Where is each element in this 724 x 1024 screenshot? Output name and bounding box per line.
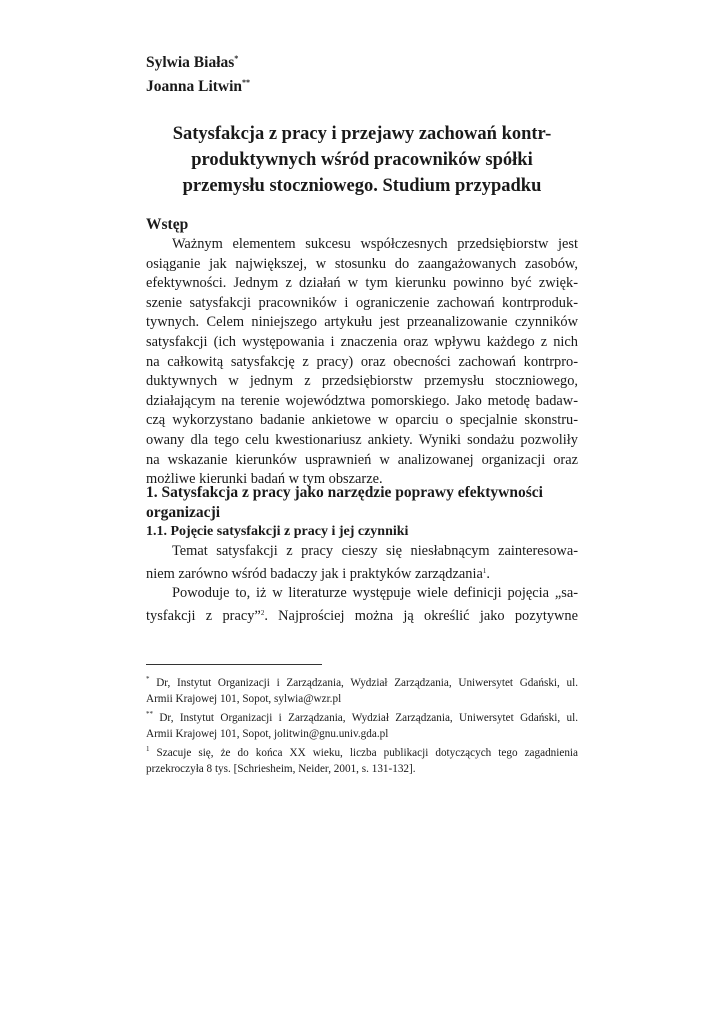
footnote-ref-2[interactable]: 2	[260, 608, 265, 617]
intro-paragraph: Ważnym elementem sukcesu współczesnych przedsiębiorstw jest osiąganie jak największej, w stosunku do zaangażowanych zasobów, efektywności. Jednym z działań w tym kierunku powinno być zwięk- szenie satysfakcji pracowników i ograniczenie zachowań kontrproduk- tywnych. Celem niniejszego artykułu jest przeanalizowanie czynników satysfakcji (ich występowania i znaczenia oraz wpływu każdego z nich na całkowitą satysfakcję z pracy) oraz obecności zachowań kontrpro- duktywnych w jednym z przedsiębiorstw przemysłu stoczniowego, działającym na terenie województwa pomorskiego. Jako metodę badaw- czą wykorzystano badanie ankietowe w oparciu o specjalnie skonstru- owany dla tego celu kwestionariusz ankiety. Wyniki sondażu pozwoliły na wskazanie kierunków usprawnień w analizowanej organizacji oraz możliwe kierunki badań w tym obszarze.	[146, 236, 578, 488]
footnote-ref-1[interactable]: 1	[482, 566, 487, 575]
paper-title: Satysfakcja z pracy i przejawy zachowań kontr- produktywnych wśród pracowników spółki przemysłu stoczniowego. Studium przypadku	[172, 124, 552, 196]
section-1-body: Temat satysfakcji z pracy cieszy się niesłabnącym zainteresowa- niem zarówno wśród badaczy jak i praktyków zarządzania$^1$. Powoduje to, iż w literaturze występuje wiele definicji pojęcia „sa- tysfakcji z pracy”$^2$. Najprościej można ją określić jako pozytywne	[146, 543, 579, 624]
author-2: Joanna Litwin**	[146, 78, 251, 95]
footnote-author-2: ** Dr, Instytut Organizacji i Zarządzania, Wydział Zarządzania, Uniwersytet Gdański, ul. Armii Krajowej 101, Sopot, jolitwin@gnu.univ.gda.pl	[146, 710, 578, 740]
subsection-1-1-heading: 1.1. Pojęcie satysfakcji z pracy i jej czynniki	[146, 524, 409, 539]
author-1: Sylwia Białas*	[146, 54, 239, 71]
footnotes	[146, 672, 578, 778]
author-2-footnote-mark[interactable]: **	[242, 78, 251, 87]
author-1-footnote-mark[interactable]: *	[234, 54, 239, 63]
section-1-heading: 1. Satysfakcja z pracy jako narzędzie poprawy efektywności organizacji	[146, 484, 543, 521]
intro-heading: Wstęp	[146, 216, 189, 233]
footnote-separator	[146, 664, 322, 665]
footnote-1: $^1$ Szacuje się, że do końca XX wieku, liczba publikacji dotyczących tego zagadnienia przekroczyła 8 tys. [Schriesheim, Neider, 2001, s. 131-132].	[146, 745, 579, 775]
footnote-author-1: * Dr, Instytut Organizacji i Zarządzania, Wydział Zarządzania, Uniwersytet Gdański, ul. Armii Krajowej 101, Sopot, sylwia@wzr.pl	[146, 675, 579, 705]
authors	[146, 49, 250, 97]
